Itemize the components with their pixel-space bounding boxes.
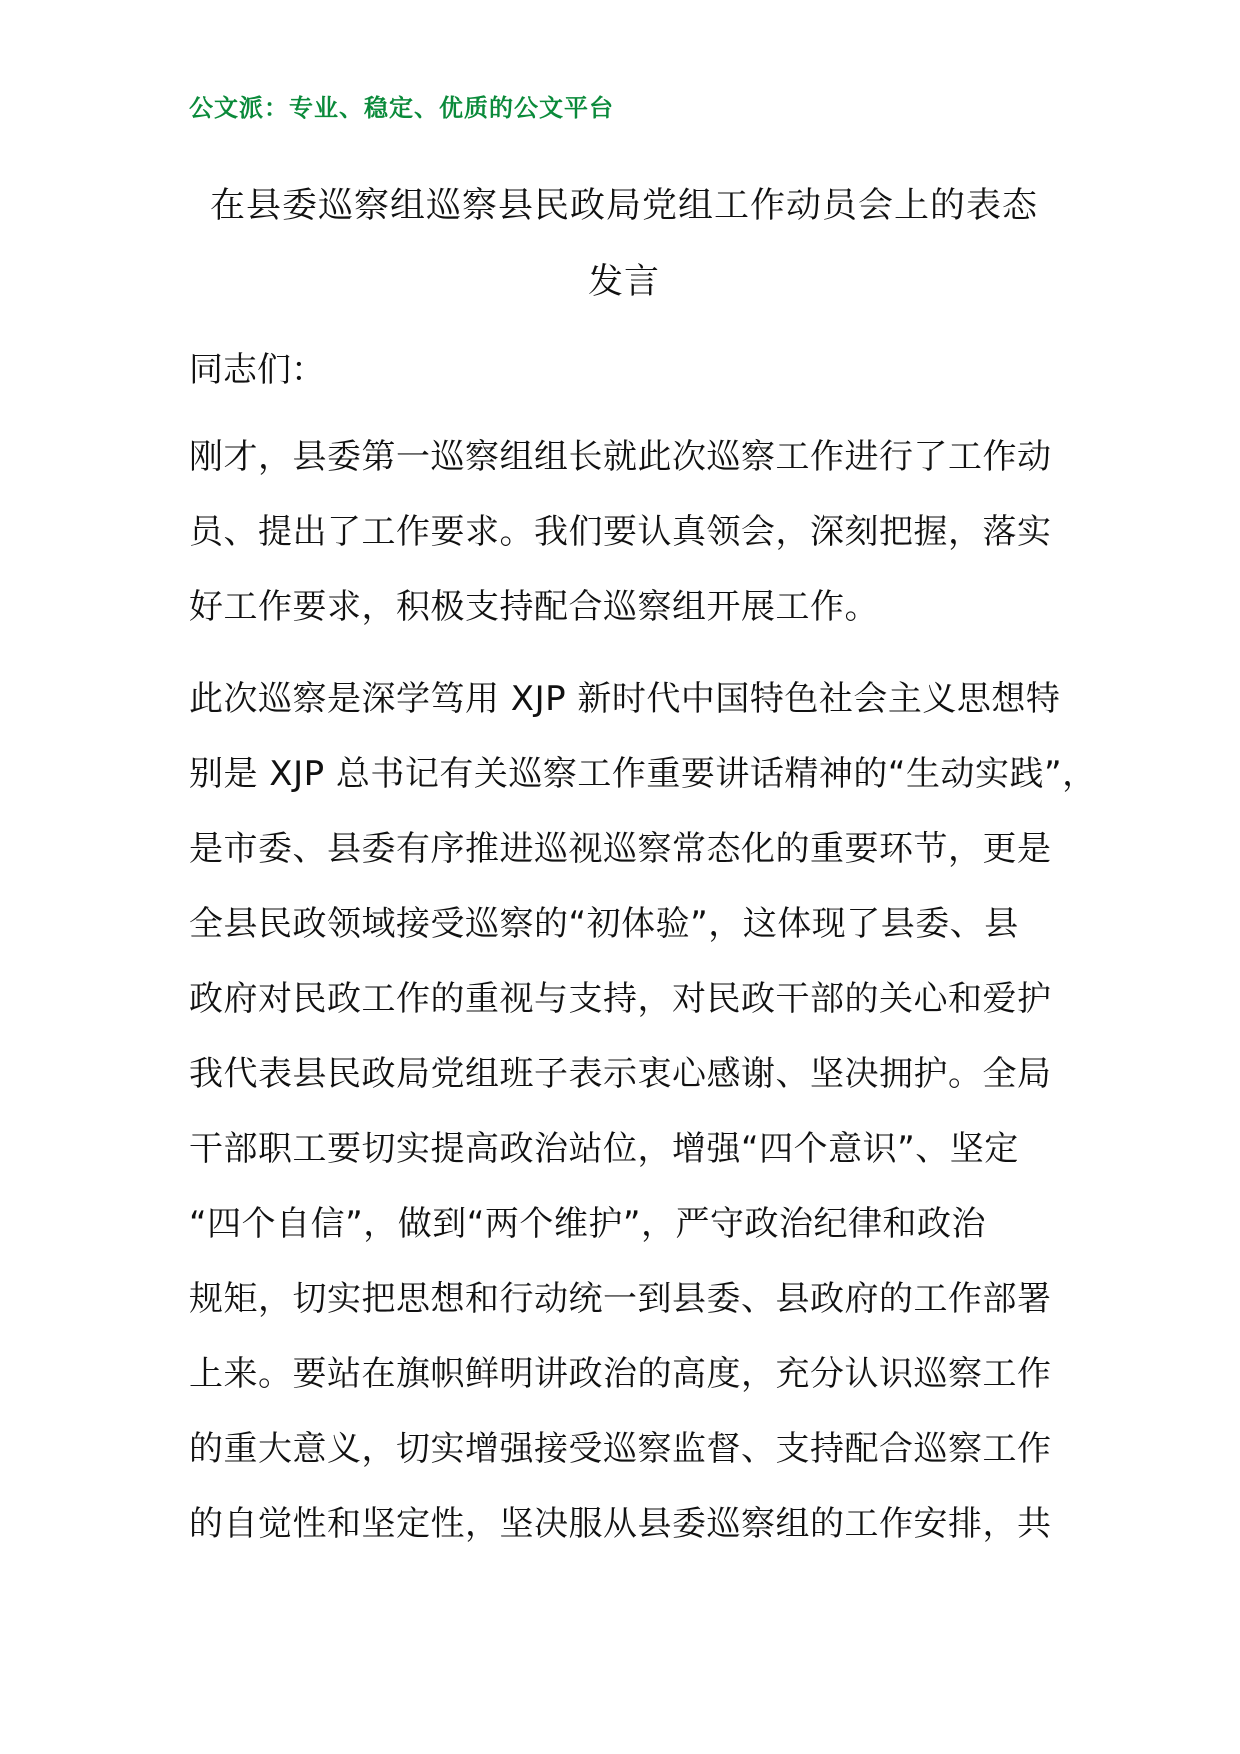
paragraph-line: 是市委、县委有序推进巡视巡察常态化的重要环节，更是 [189, 829, 1052, 869]
paragraph-2 [189, 662, 1097, 1562]
paragraph-line: 别是 XJP 总书记有关巡察工作重要讲话精神的“生动实践”， [189, 754, 1097, 794]
paragraph-line: 干部职工要切实提高政治站位，增强“四个意识”、坚定 [189, 1129, 1019, 1169]
paragraph-line: 规矩，切实把思想和行动统一到县委、县政府的工作部署 [189, 1279, 1052, 1319]
paragraph-1 [189, 420, 1069, 645]
paragraph-line: “四个自信”，做到“两个维护”，严守政治纪律和政治 [189, 1204, 986, 1244]
paragraph-line: 的自觉性和坚定性，坚决服从县委巡察组的工作安排，共 [189, 1504, 1052, 1544]
document-title [189, 168, 1059, 320]
paragraph-line: 刚才，县委第一巡察组组长就此次巡察工作进行了工作动 [189, 437, 1052, 477]
paragraph-line: 全县民政领域接受巡察的“初体验”，这体现了县委、县 [189, 904, 1019, 944]
paragraph-line: 员、提出了工作要求。我们要认真领会，深刻把握，落实 [189, 512, 1052, 552]
title-line: 发言 [587, 262, 660, 302]
paragraph-line: 好工作要求，积极支持配合巡察组开展工作。 [189, 587, 879, 627]
paragraph-line: 政府对民政工作的重视与支持，对民政干部的关心和爱护 [189, 979, 1052, 1019]
paragraph-line: 此次巡察是深学笃用 XJP 新时代中国特色社会主义思想特 [189, 679, 1061, 719]
paragraph-line: 的重大意义，切实增强接受巡察监督、支持配合巡察工作 [189, 1429, 1052, 1469]
paragraph-line: 上来。要站在旗帜鲜明讲政治的高度，充分认识巡察工作 [189, 1354, 1052, 1394]
paragraph-line: 我代表县民政局党组班子表示衷心感谢、坚决拥护。全局 [189, 1054, 1052, 1094]
salutation: 同志们： [189, 350, 325, 390]
brand-header: 公文派：专业、稳定、优质的公文平台 [189, 93, 614, 122]
title-line: 在县委巡察组巡察县民政局党组工作动员会上的表态 [209, 186, 1038, 226]
